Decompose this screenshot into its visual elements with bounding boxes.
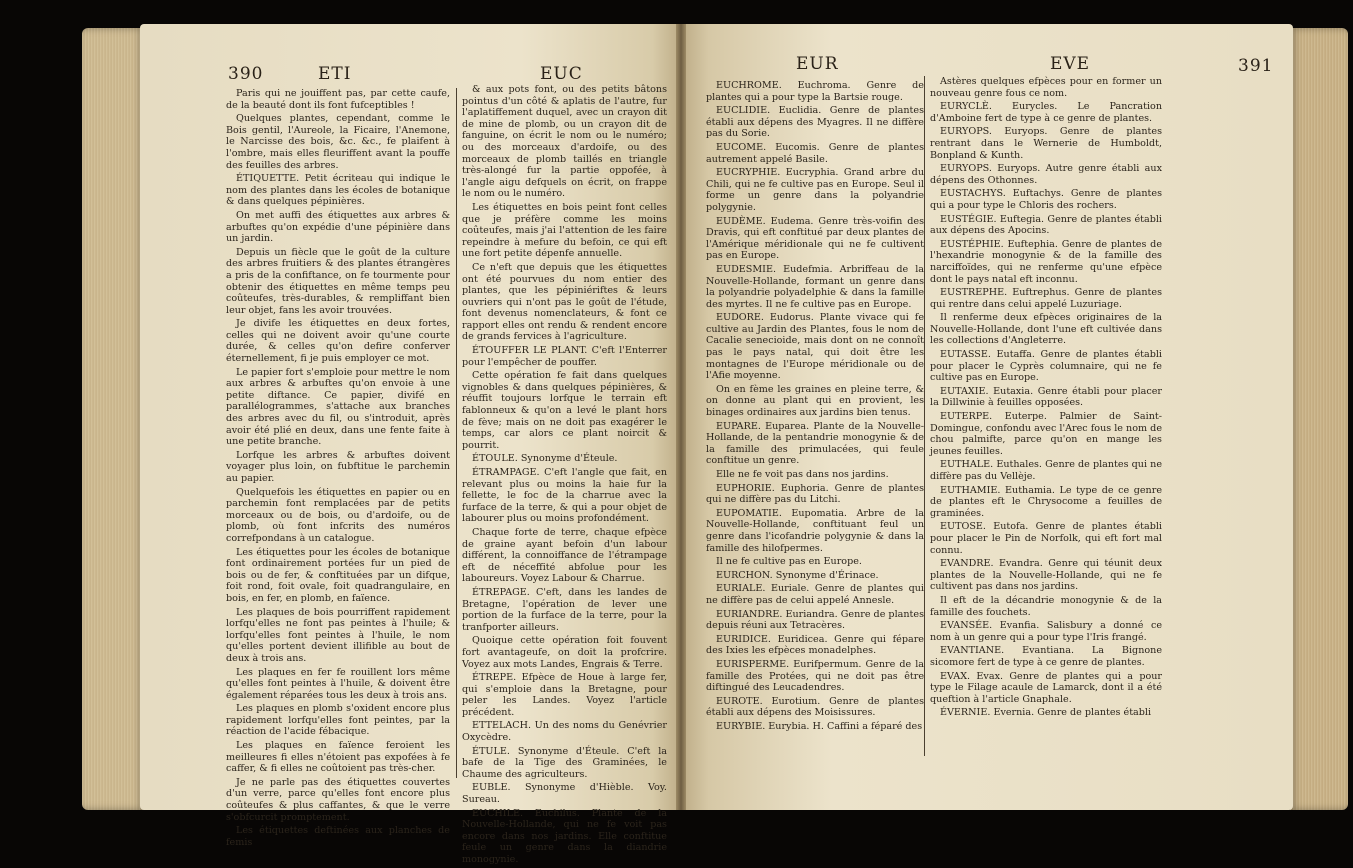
paragraph: EUPHORIE. Euphoria. Genre de plantes qui ne diffère pas du Litchi.	[706, 482, 924, 506]
paragraph: EUTOSE. Eutofa. Genre de plantes établi pour placer le Pin de Norfolk, qui eft fort mal connu.	[930, 521, 1162, 556]
paragraph: Les plaques de bois pourriffent rapidement lorfqu'elles ne font pas peintes à l'huile; & lorfqu'elles font peintes à l'huile, le nom qu'elles portent devient illifible au bout de deux à trois ans.	[226, 606, 450, 664]
paragraph: ETTELACH. Un des noms du Genévrier Oxycèdre.	[462, 720, 667, 744]
left-page-edges	[82, 28, 144, 810]
paragraph: EUPARE. Euparea. Plante de la Nouvelle-Hollande, de la pentandrie monogynie & de la famille des primulacées, qui feule conftitue un genre.	[706, 420, 924, 467]
paragraph: EUCOME. Eucomis. Genre de plantes autrement appelé Basile.	[706, 141, 924, 165]
paragraph: On met auffi des étiquettes aux arbres & arbuftes qu'on expédie d'une pépinière dans un jardin.	[226, 209, 450, 245]
paragraph: EVANTIANE. Evantiana. La Bignone sicomore fert de type à ce genre de plantes.	[930, 645, 1162, 668]
paragraph: Il renferme deux efpèces originaires de la Nouvelle-Hollande, dont l'une eft cultivée dans les collections d'Angleterre.	[930, 312, 1162, 347]
right-header-right: EVE	[1050, 54, 1091, 74]
paragraph: Depuis un fiècle que le goût de la culture des arbres fruitiers & des plantes étrangères a pris de la confiftance, on fe tourmente pour obtenir des étiquettes en même temps peu coûteufes, très-durables, & rempliffant bien leur objet, fans les avoir trouvées.	[226, 246, 450, 316]
paragraph: & aux pots font, ou des petits bâtons pointus d'un côté & aplatis de l'autre, fur l'aplatiffement duquel, avec un crayon dit de mine de plomb, ou un crayon dit de fanguine, on écrit le nom ou le numéro; ou des morceaux d'ardoife, ou des morceaux de plomb taillés en triangle très-alongé fur la partie oppofée, à l'angle aigu defquels on écrit, on frappe le nom ou le numéro.	[462, 84, 667, 200]
paragraph: EURYOPS. Euryops. Genre de plantes rentrant dans le Wernerie de Humboldt, Bonpland & Kunth.	[930, 126, 1162, 161]
paragraph: EUTAXIE. Eutaxia. Genre établi pour placer la Dillwinie à feuilles opposées.	[930, 385, 1162, 409]
right-page-number: 391	[1238, 56, 1274, 76]
paragraph: EUCLIDIE. Euclidia. Genre de plantes établi aux dépens des Myagres. Il ne diffère pas du Sorie.	[706, 105, 924, 140]
paragraph: Il ne fe cultive pas en Europe.	[716, 556, 862, 568]
paragraph: ÉTOUFFER LE PLANT. C'eft l'Enterrer pour l'empêcher de pouffer.	[462, 345, 667, 368]
paragraph: ÉTOULE. Synonyme d'Éteule.	[472, 453, 618, 465]
paragraph: Je divife les étiquettes en deux fortes, celles qui ne doivent avoir qu'une courte durée, & celles qu'on defire conferver éternellement, fi je puis employer ce mot.	[226, 318, 450, 365]
paragraph: Il eft de la décandrie monogynie & de la famille des fouchets.	[930, 594, 1162, 618]
left-column-2	[462, 84, 667, 868]
left-column-divider	[456, 88, 457, 778]
paragraph: EVANDRE. Evandra. Genre qui téunit deux plantes de la Nouvelle-Hollande, qui ne fe cultivent pas dans nos jardins.	[930, 558, 1162, 593]
paragraph: Quelques plantes, cependant, comme le Bois gentil, l'Aureole, la Ficaire, l'Anemone, le Narcisse des bois, &c. &c., fe plaifent à l'ombre, mais elles fleuriffent avant la pouffe des feuilles des arbres.	[226, 113, 450, 171]
paragraph: Elle ne fe voit pas dans nos jardins.	[716, 469, 889, 480]
left-column-1	[226, 88, 450, 850]
paragraph: EUROTE. Eurotium. Genre de plantes établi aux dépens des Moisissures.	[706, 695, 924, 719]
right-page	[678, 24, 1293, 810]
paragraph: EUTERPE. Euterpe. Palmier de Saint-Domingue, confondu avec l'Arec fous le nom de chou palmifte, parce qu'on en mange les jeunes feuilles.	[930, 411, 1162, 457]
paragraph: EURIALE. Euriale. Genre de plantes qui ne diffère pas de celui appelé Annesle.	[706, 583, 924, 606]
paragraph: EUBLE. Synonyme d'Hièble. Voy. Sureau.	[462, 782, 667, 806]
paragraph: Quoique cette opération foit fouvent fort avantageufe, on doit la profcrire. Voyez aux mots Landes, Engrais & Terre.	[462, 635, 667, 670]
paragraph: EUDESMIE. Eudefmia. Arbriffeau de la Nouvelle-Hollande, formant un genre dans la polyandrie polyadelphie & dans la famille des myrtes. Il ne fe cultive pas en Europe.	[706, 263, 924, 310]
paragraph: EUDÈME. Eudema. Genre très-voifin des Dravis, qui eft conftitué par deux plantes de l'Amérique méridionale qui ne fe cultivent pas en Europe.	[706, 215, 924, 262]
left-header-left: ETI	[318, 64, 352, 84]
paragraph: EURIANDRE. Euriandra. Genre de plantes depuis réuni aux Tetracères.	[706, 608, 924, 632]
right-column-2	[930, 76, 1162, 721]
paragraph: EUPOMATIE. Eupomatia. Arbre de la Nouvelle-Hollande, conftituant feul un genre dans l'icofandrie polygynie & dans la famille des hilofpermes.	[706, 507, 924, 554]
paragraph: Les étiquettes en bois peint font celles que je préfère comme les moins coûteufes, mais j'ai l'attention de les faire repeindre à mefure du befoin, ce qui eft une fort petite dépenfe annuelle.	[462, 201, 667, 260]
paragraph: ÉTRAMPAGE. C'eft l'angle que fait, en relevant plus ou moins la haie fur la fellette, le foc de la charrue avec la furface de la terre, & qui a pour objet de labourer plus ou moins profondément.	[462, 467, 667, 525]
paragraph: EUTHAMIE. Euthamia. Le type de ce genre de plantes eft le Chrysocome a feuilles de graminées.	[930, 484, 1162, 519]
paragraph: Ce n'eft que depuis que les étiquettes ont été pourvues du nom entier des plantes, que les pépiniériftes & leurs ouvriers qui n'ont pas le goût de l'étude, font devenus nomenclateurs, & font ce rapport elles ont rendu & rendent encore de grands fervices à l'agriculture.	[462, 261, 667, 343]
paragraph: Lorfque les arbres & arbuftes doivent voyager plus loin, on fubftitue le parchemin au papier.	[226, 449, 450, 484]
paragraph: ÉTULE. Synonyme d'Éteule. C'eft la bafe de la Tige des Graminées, le Chaume des agriculteurs.	[462, 745, 667, 780]
paragraph: EURYBIE. Eurybia. H. Caffini a féparé des	[716, 720, 923, 732]
paragraph: EUSTÉGIE. Euftegia. Genre de plantes établi aux dépens des Apocins.	[930, 213, 1162, 237]
paragraph: EURISPERME. Eurifpermum. Genre de la famille des Protées, qui ne doit pas être diftingué des Leucadendres.	[706, 658, 924, 694]
paragraph: EUCHROME. Euchroma. Genre de plantes qui a pour type la Bartsie rouge.	[706, 80, 924, 103]
paragraph: EURCHON. Synonyme d'Érinace.	[716, 569, 879, 581]
paragraph: Astères quelques efpèces pour en former un nouveau genre fous ce nom.	[930, 76, 1162, 99]
paragraph: Le papier fort s'emploie pour mettre le nom aux arbres & arbuftes qu'on envoie à une petite diftance. Ce papier, divifé en parallélogrammes, s'attache aux branches des arbres avec du fil, ou s'introduit, après avoir été plié en deux, dans une fente faite à une petite branche.	[226, 366, 450, 448]
paragraph: Les plaques en plomb s'oxident encore plus rapidement lorfqu'elles font peintes, par la réaction de l'acide fébacique.	[226, 703, 450, 738]
right-column-1	[706, 80, 924, 734]
paragraph: EVANSÉE. Evanfia. Salisbury a donné ce nom à un genre qui a pour type l'Iris frangé.	[930, 620, 1162, 643]
paragraph: ÉVERNIE. Evernia. Genre de plantes établi	[940, 707, 1152, 719]
paragraph: Quelquefois les étiquettes en papier ou en parchemin font remplacées par de petits morceaux ou de bois, ou d'ardoife, ou de plomb, où font infcrits des numéros correfpondans à un catalogue.	[226, 486, 450, 544]
paragraph: EUCRYPHIE. Eucryphia. Grand arbre du Chili, qui ne fe cultive pas en Europe. Seul il forme un genre dans la polyandrie polygynie.	[706, 167, 924, 213]
paragraph: Les étiquettes pour les écoles de botanique font ordinairement portées fur un pied de bois ou de fer, & conftituées par un difque, foit rond, foit ovale, foit quadrangulaire, en bois, en fer, en plomb, en faïence.	[226, 546, 450, 604]
paragraph: EUTHALE. Euthales. Genre de plantes qui ne diffère pas du Vellèje.	[930, 459, 1162, 482]
paragraph: On en fème les graines en pleine terre, & on donne au plant qui en provient, les binages ordinaires aux jardins bien tenus.	[706, 383, 924, 419]
right-header-left: EUR	[796, 54, 839, 74]
paragraph: Les plaques en faïence feroient les meilleures fi elles n'étoient pas expofées à fe caffer, & fi elles ne coûtoient pas très-cher.	[226, 740, 450, 775]
paragraph: ÉTREPE. Efpèce de Houe à large fer, qui s'emploie dans la Bretagne, pour peler les Landes. Voyez l'article précédent.	[462, 672, 667, 718]
paragraph: ÉTIQUETTE. Petit écriteau qui indique le nom des plantes dans les écoles de botanique & dans quelques pépinières.	[226, 173, 450, 208]
paragraph: EUSTACHYS. Euftachys. Genre de plantes qui a pour type le Chloris des rochers.	[930, 188, 1162, 211]
paragraph: EUTASSE. Eutaffa. Genre de plantes établi pour placer le Cyprès columnaire, qui ne fe cultive pas en Europe.	[930, 349, 1162, 384]
paragraph: EUSTREPHE. Euftrephus. Genre de plantes qui rentre dans celui appelé Luzuriage.	[930, 287, 1162, 310]
paragraph: EURIDICE. Euridicea. Genre qui fépare des Ixies les efpèces monadelphes.	[706, 633, 924, 657]
left-page-number: 390	[228, 64, 264, 84]
paragraph: EUDORE. Eudorus. Plante vivace qui fe cultive au Jardin des Plantes, fous le nom de Cacalie senecioide, mais dont on ne connoît pas le pays natal, qui doit être les montagnes de l'Europe méridionale ou de l'Afie moyenne.	[706, 312, 924, 382]
book-gutter	[676, 24, 686, 810]
paragraph: Paris qui ne jouiffent pas, par cette caufe, de la beauté dont ils font fufceptibles !	[226, 88, 450, 111]
right-page-edges	[1290, 28, 1348, 810]
right-column-divider	[924, 76, 925, 756]
paragraph: EURYCLÈ. Eurycles. Le Pancration d'Amboine fert de type à ce genre de plantes.	[930, 101, 1162, 124]
paragraph: Les plaques en fer fe rouillent lors même qu'elles font peintes à l'huile, & doivent être également réparées tous les deux à trois ans.	[226, 666, 450, 701]
left-header-right: EUC	[540, 64, 583, 84]
paragraph: Chaque forte de terre, chaque efpèce de graine ayant befoin d'un labour différent, la connoiffance de l'étrampage eft de néceffité abfolue pour les laboureurs. Voyez Labour & Charrue.	[462, 526, 667, 585]
paragraph: ÉTREPAGE. C'eft, dans les landes de Bretagne, l'opération de lever une portion de la furface de la terre, pour la tranfporter ailleurs.	[462, 586, 667, 633]
paragraph: EUCHILE. Euchilus. Plante de la Nouvelle-Hollande, qui ne fe voit pas encore dans nos jardins. Elle conftitue feule un genre dans la diandrie monogynie.	[462, 807, 667, 865]
left-page	[140, 24, 685, 865]
paragraph: EURYOPS. Euryops. Autre genre établi aux dépens des Othonnes.	[930, 163, 1162, 186]
paragraph: Je ne parle pas des étiquettes couvertes d'un verre, parce qu'elles font encore plus coûteufes & plus caffantes, & que le verre s'obfcurcit promptement.	[226, 776, 450, 823]
paragraph: Les étiquettes deftinées aux planches de femis	[226, 825, 450, 848]
paragraph: EVAX. Evax. Genre de plantes qui a pour type le Filage acaule de Lamarck, dont il a été queftion à l'article Gnaphale.	[930, 670, 1162, 705]
paragraph: EUSTÉPHIE. Euftephia. Genre de plantes de l'hexandrie monogynie & de la famille des narciffoïdes, qui ne renferme qu'une efpèce dont le pays natal eft inconnu.	[930, 238, 1162, 285]
paragraph: Cette opération fe fait dans quelques vignobles & dans quelques pépinières, & réuffit toujours lorfque le terrain eft fablonneux & qu'on a levé le plant hors de fève; mais on ne doit pas exagérer le temps, car alors ce plant noircit & pourrit.	[462, 370, 667, 451]
